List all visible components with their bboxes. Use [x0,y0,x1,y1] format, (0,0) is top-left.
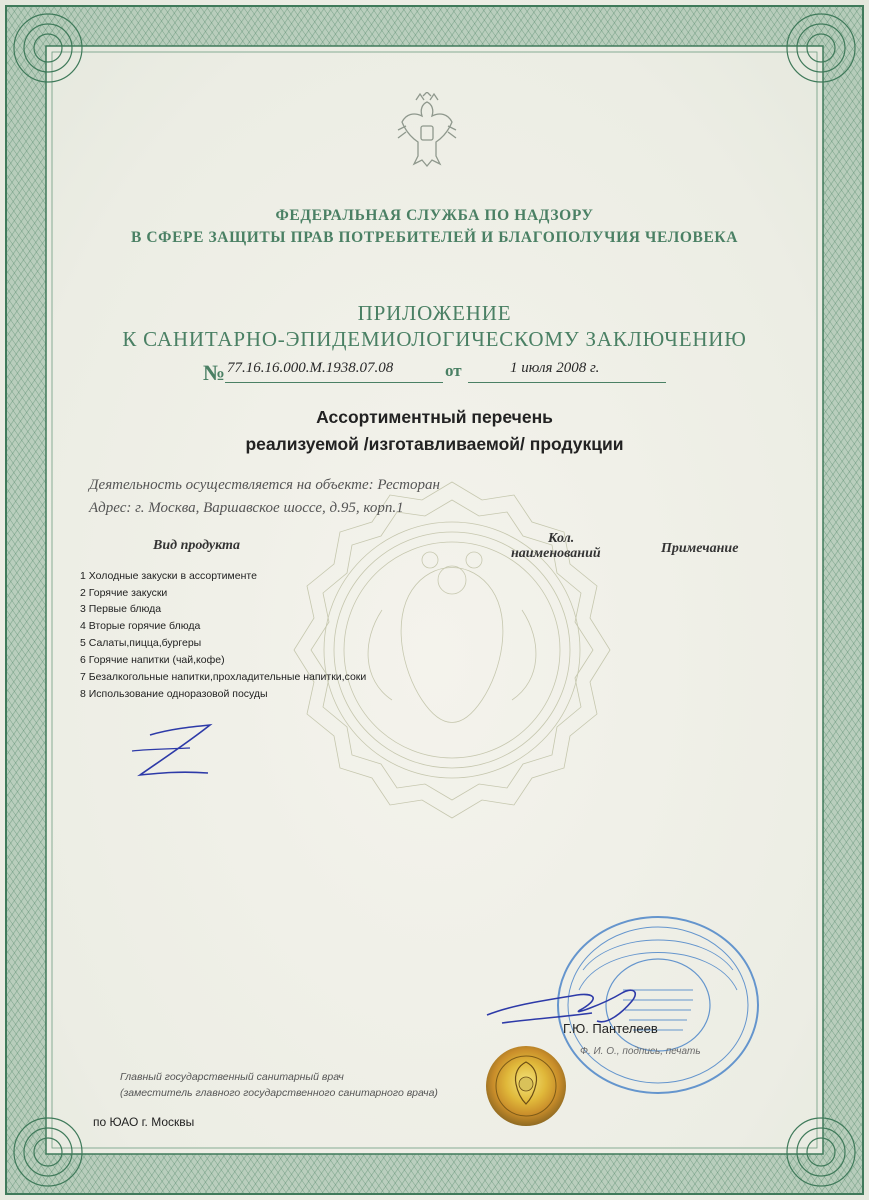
hologram-seal-icon [484,1044,568,1128]
number-underline [225,382,443,383]
list-item: 3 Первые блюда [80,603,162,615]
coat-of-arms-icon [394,92,460,172]
list-title-line1: Ассортиментный перечень [316,407,553,427]
certificate-number: 77.16.16.000.М.1938.07.08 [227,360,394,376]
region-label: по ЮАО г. Москвы [93,1115,195,1129]
column-product: Вид продукта [153,538,240,553]
column-count-line1: Кол. [548,531,575,546]
list-item: 5 Салаты,пицца,бургеры [80,637,202,649]
object-address: Адрес: г. Москва, Варшавское шоссе, д.95, корп.1 [89,500,404,516]
column-count-line2: наименований [511,546,601,561]
number-label: № [203,360,226,385]
closing-mark-icon [130,715,220,785]
agency-name-line1: ФЕДЕРАЛЬНАЯ СЛУЖБА ПО НАДЗОРУ [275,207,594,224]
agency-name-line2: В СФЕРЕ ЗАЩИТЫ ПРАВ ПОТРЕБИТЕЛЕЙ И БЛАГОПОЛУЧИЯ ЧЕЛОВЕКА [130,229,739,246]
list-item: 1 Холодные закуски в ассортименте [80,570,257,582]
certificate-date: 1 июля 2008 г. [510,360,600,376]
list-item: 4 Вторые горячие блюда [80,620,201,632]
list-item: 6 Горячие напитки (чай,кофе) [80,654,225,666]
column-note: Примечание [661,541,739,556]
date-underline [468,382,666,383]
annex-title-line2: К САНИТАРНО-ЭПИДЕМИОЛОГИЧЕСКОМУ ЗАКЛЮЧЕНИЮ [122,327,747,351]
signer-position-line1: Главный государственный санитарный врач [120,1071,344,1083]
activity-object: Деятельность осуществляется на объекте: Ресторан [89,477,440,493]
annex-title-line1: ПРИЛОЖЕНИЕ [357,301,512,325]
list-title-line2: реализуемой /изготавливаемой/ продукции [245,434,624,454]
signer-name: Г.Ю. Пантелеев [563,1021,658,1036]
fio-caption: Ф. И. О., подпись, печать [580,1046,701,1057]
signer-position-line2: (заместитель главного государственного санитарного врача) [120,1087,438,1099]
list-item: 8 Использование одноразовой посуды [80,688,268,700]
list-item: 7 Безалкогольные напитки,прохладительные напитки,соки [80,671,367,683]
list-item: 2 Горячие закуски [80,587,168,599]
date-label: от [445,361,462,380]
